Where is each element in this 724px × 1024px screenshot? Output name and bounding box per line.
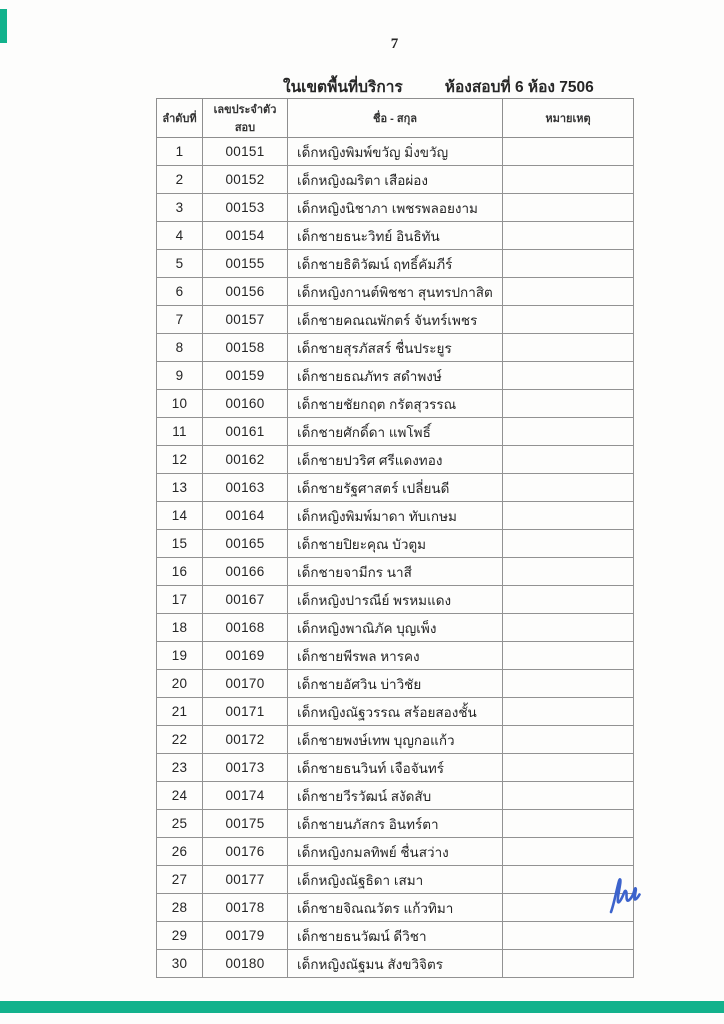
candidate-name-cell: เด็กชายธณภัทร สดำพงษ์ [288,362,503,390]
candidate-id-cell: 00156 [203,278,288,306]
candidate-name-cell: เด็กหญิงณัฐธิดา เสมา [288,866,503,894]
row-index-cell: 9 [157,362,203,390]
candidate-id-cell: 00159 [203,362,288,390]
remark-cell [503,222,634,250]
remark-cell [503,278,634,306]
candidate-id-cell: 00154 [203,222,288,250]
candidate-name-cell: เด็กหญิงฌริตา เสือผ่อง [288,166,503,194]
candidate-id-cell: 00174 [203,782,288,810]
scan-highlight-strip-top-left [0,9,7,43]
row-index-cell: 6 [157,278,203,306]
row-index-cell: 29 [157,922,203,950]
candidate-id-cell: 00157 [203,306,288,334]
col-header-candidate-id: เลขประจำตัวสอบ [203,99,288,138]
table-row [157,418,634,446]
remark-cell [503,418,634,446]
candidate-name-cell: เด็กหญิงพาณิภัค บุญเพ็ง [288,614,503,642]
row-index-cell: 19 [157,642,203,670]
table-header-row [157,99,634,138]
row-index-cell: 13 [157,474,203,502]
candidate-id-cell: 00180 [203,950,288,978]
row-index-cell: 24 [157,782,203,810]
remark-cell [503,390,634,418]
table-row [157,250,634,278]
table-row [157,642,634,670]
row-index-cell: 15 [157,530,203,558]
candidate-id-cell: 00171 [203,698,288,726]
candidate-name-cell: เด็กชายนภัสกร อินทร์ตา [288,810,503,838]
remark-cell [503,166,634,194]
table-row [157,222,634,250]
remark-cell [503,670,634,698]
remark-cell [503,334,634,362]
candidate-name-cell: เด็กหญิงพิมพ์ขวัญ มิ่งขวัญ [288,138,503,166]
row-index-cell: 1 [157,138,203,166]
remark-cell [503,698,634,726]
candidate-name-cell: เด็กชายจามีกร นาสี [288,558,503,586]
remark-cell [503,614,634,642]
candidate-name-cell: เด็กชายปิยะคุณ บัวตูม [288,530,503,558]
remark-cell [503,754,634,782]
row-index-cell: 7 [157,306,203,334]
candidate-id-cell: 00175 [203,810,288,838]
candidate-id-cell: 00162 [203,446,288,474]
candidate-id-cell: 00163 [203,474,288,502]
candidate-name-cell: เด็กหญิงณัฐมน สังขวิจิตร [288,950,503,978]
row-index-cell: 20 [157,670,203,698]
table-row [157,950,634,978]
table-row [157,894,634,922]
table-row [157,306,634,334]
table-row [157,754,634,782]
candidate-name-cell: เด็กหญิงนิชาภา เพชรพลอยงาม [288,194,503,222]
remark-cell [503,194,634,222]
row-index-cell: 17 [157,586,203,614]
table-row [157,558,634,586]
table-row [157,810,634,838]
table-row [157,334,634,362]
candidate-name-cell: เด็กชายชัยกฤต กรัตสุวรรณ [288,390,503,418]
candidate-name-cell: เด็กหญิงพิมพ์มาดา ทับเกษม [288,502,503,530]
table-row [157,446,634,474]
roster-table [156,98,634,978]
page-title [283,74,594,99]
table-row [157,866,634,894]
table-row [157,782,634,810]
row-index-cell: 27 [157,866,203,894]
candidate-name-cell: เด็กชายศักดิ์ดา แพโพธิ์ [288,418,503,446]
table-row [157,698,634,726]
row-index-cell: 11 [157,418,203,446]
table-row [157,362,634,390]
col-header-name: ชื่อ - สกุล [288,99,503,138]
remark-cell [503,586,634,614]
row-index-cell: 28 [157,894,203,922]
table-row [157,502,634,530]
row-index-cell: 2 [157,166,203,194]
col-header-index: ลำดับที่ [157,99,203,138]
candidate-name-cell: เด็กชายวีรวัฒน์ สงัดสับ [288,782,503,810]
remark-cell [503,922,634,950]
table-row [157,278,634,306]
remark-cell [503,306,634,334]
candidate-name-cell: เด็กชายพงษ์เทพ บุญกอแก้ว [288,726,503,754]
candidate-name-cell: เด็กชายธนวัฒน์ ดีวิชา [288,922,503,950]
candidate-id-cell: 00166 [203,558,288,586]
remark-cell [503,950,634,978]
remark-cell [503,446,634,474]
row-index-cell: 4 [157,222,203,250]
candidate-id-cell: 00179 [203,922,288,950]
candidate-id-cell: 00160 [203,390,288,418]
table-row [157,726,634,754]
candidate-name-cell: เด็กชายธิติวัฒน์ ฤทธิ์คัมภีร์ [288,250,503,278]
row-index-cell: 30 [157,950,203,978]
candidate-id-cell: 00153 [203,194,288,222]
table-row [157,922,634,950]
table-row [157,390,634,418]
candidate-id-cell: 00173 [203,754,288,782]
candidate-name-cell: เด็กชายสุรภัสสร์ ชื่นประยูร [288,334,503,362]
table-row [157,138,634,166]
candidate-name-cell: เด็กชายพีรพล หารคง [288,642,503,670]
row-index-cell: 22 [157,726,203,754]
remark-cell [503,726,634,754]
table-row [157,614,634,642]
candidate-name-cell: เด็กชายรัฐศาสตร์ เปลี่ยนดี [288,474,503,502]
candidate-name-cell: เด็กชายธนวินท์ เจือจันทร์ [288,754,503,782]
roster-body [157,138,634,978]
table-row [157,838,634,866]
row-index-cell: 25 [157,810,203,838]
candidate-name-cell: เด็กชายปวริศ ศรีแดงทอง [288,446,503,474]
candidate-id-cell: 00167 [203,586,288,614]
candidate-id-cell: 00177 [203,866,288,894]
remark-cell [503,250,634,278]
remark-cell [503,362,634,390]
candidate-id-cell: 00152 [203,166,288,194]
candidate-id-cell: 00164 [203,502,288,530]
candidate-name-cell: เด็กชายจิณณวัตร แก้วทิมา [288,894,503,922]
candidate-name-cell: เด็กหญิงณัฐวรรณ สร้อยสองชั้น [288,698,503,726]
candidate-id-cell: 00168 [203,614,288,642]
row-index-cell: 8 [157,334,203,362]
signature-mark [601,868,649,920]
row-index-cell: 16 [157,558,203,586]
remark-cell [503,838,634,866]
service-area-label: ในเขตพื้นที่บริการ [283,79,403,96]
row-index-cell: 3 [157,194,203,222]
candidate-id-cell: 00165 [203,530,288,558]
page-number: 7 [390,36,399,52]
row-index-cell: 18 [157,614,203,642]
remark-cell [503,474,634,502]
candidate-id-cell: 00161 [203,418,288,446]
table-row [157,194,634,222]
scan-highlight-bar-bottom [0,1001,724,1013]
row-index-cell: 12 [157,446,203,474]
remark-cell [503,642,634,670]
candidate-id-cell: 00151 [203,138,288,166]
table-row [157,670,634,698]
candidate-id-cell: 00178 [203,894,288,922]
row-index-cell: 10 [157,390,203,418]
col-header-remark: หมายเหตุ [503,99,634,138]
table-row [157,474,634,502]
candidate-name-cell: เด็กหญิงปารณีย์ พรหมแดง [288,586,503,614]
candidate-id-cell: 00169 [203,642,288,670]
table-row [157,586,634,614]
table-row [157,166,634,194]
candidate-name-cell: เด็กชายธนะวิทย์ อินธิทัน [288,222,503,250]
candidate-id-cell: 00172 [203,726,288,754]
candidate-name-cell: เด็กหญิงกานต์พิชชา สุนทรปกาสิต [288,278,503,306]
row-index-cell: 14 [157,502,203,530]
candidate-name-cell: เด็กชายอัศวิน บ่าวิชัย [288,670,503,698]
row-index-cell: 21 [157,698,203,726]
row-index-cell: 26 [157,838,203,866]
row-index-cell: 23 [157,754,203,782]
table-row [157,530,634,558]
candidate-id-cell: 00170 [203,670,288,698]
remark-cell [503,502,634,530]
candidate-id-cell: 00155 [203,250,288,278]
candidate-name-cell: เด็กหญิงกมลทิพย์ ชื่นสว่าง [288,838,503,866]
exam-room-label: ห้องสอบที่ 6 ห้อง 7506 [444,79,594,96]
remark-cell [503,810,634,838]
remark-cell [503,558,634,586]
remark-cell [503,782,634,810]
candidate-id-cell: 00158 [203,334,288,362]
remark-cell [503,530,634,558]
row-index-cell: 5 [157,250,203,278]
candidate-id-cell: 00176 [203,838,288,866]
candidate-name-cell: เด็กชายคณณพักตร์ จันทร์เพชร [288,306,503,334]
remark-cell [503,138,634,166]
